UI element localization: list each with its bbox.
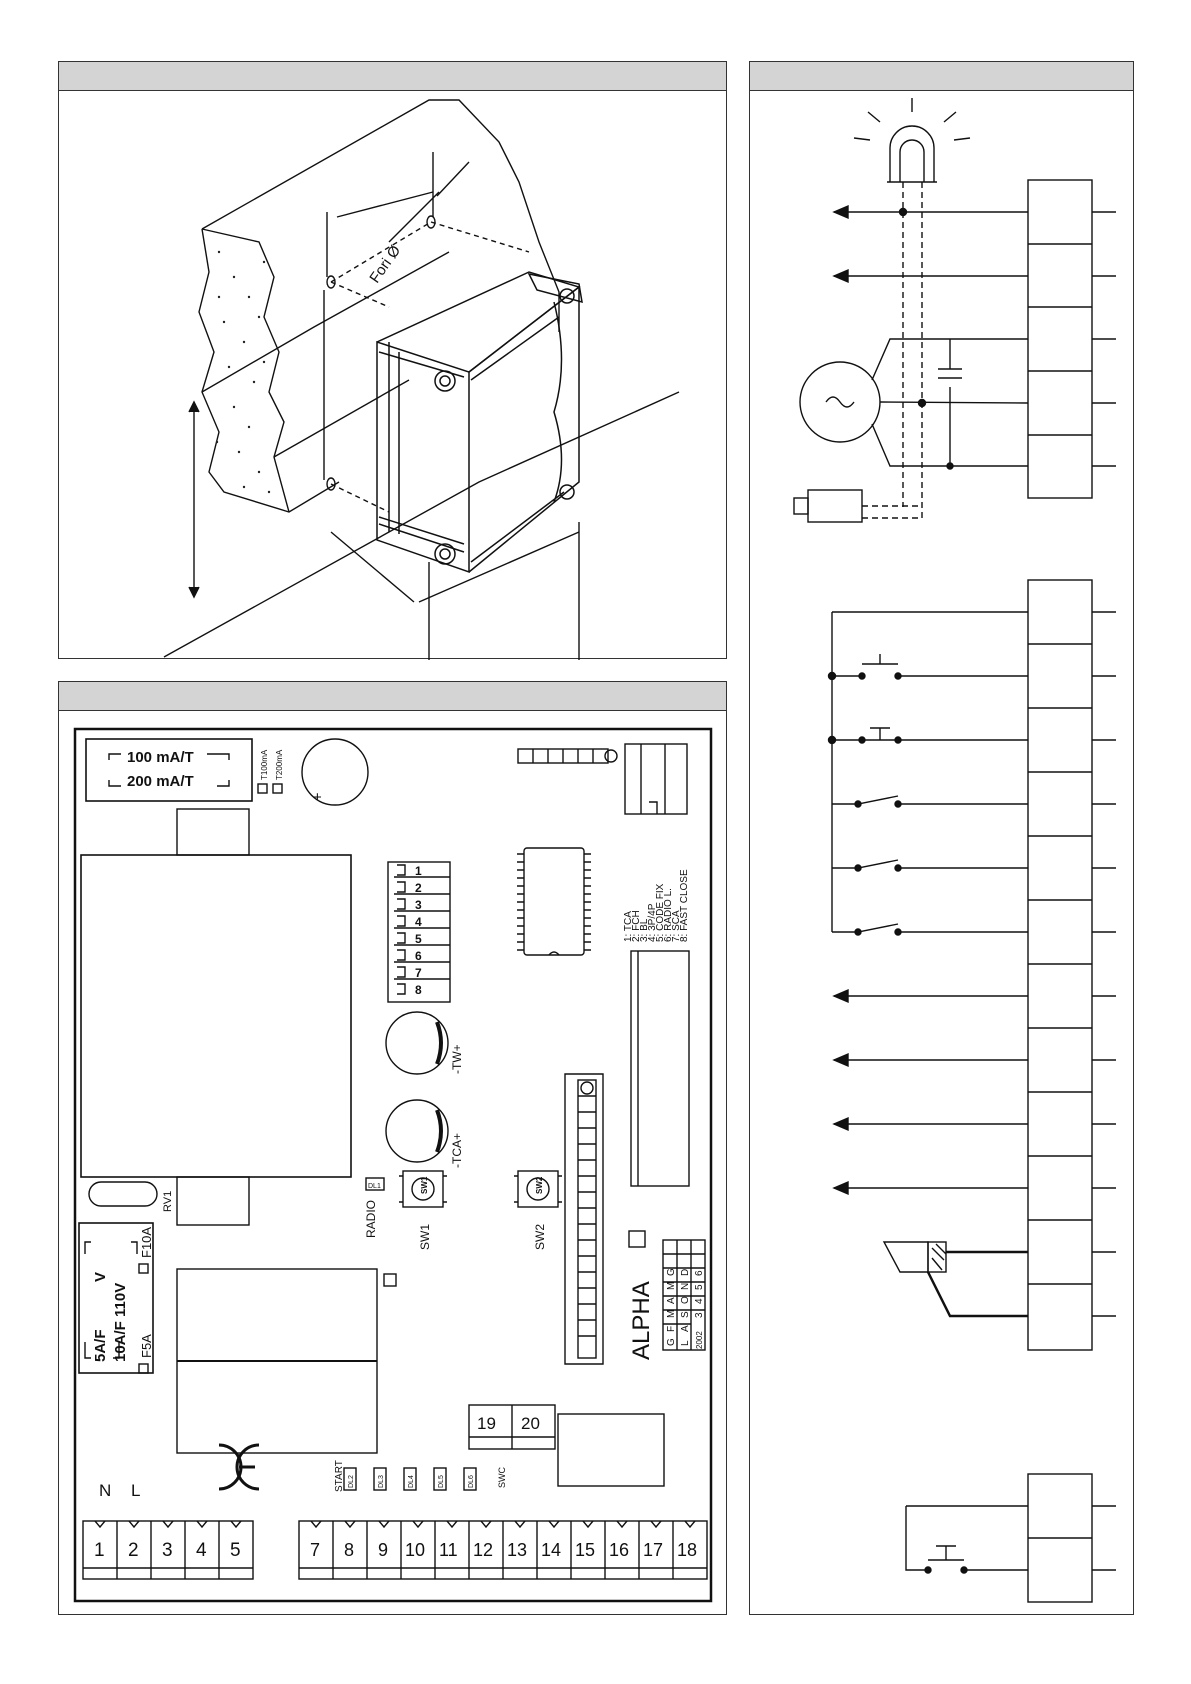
dip-number: 1 (415, 864, 422, 878)
drill-label: Fori Ø (366, 242, 405, 287)
led-label: DL6 (468, 1475, 475, 1488)
screw-top-left (435, 371, 455, 391)
opt-t200-label: T200mA (275, 749, 284, 780)
fuse-main-line2: 10A/F 110V (112, 1282, 129, 1362)
ce-mark-icon (219, 1445, 259, 1489)
dip-number: 7 (415, 966, 422, 980)
screw-bottom-left (435, 544, 455, 564)
jumper-square (629, 1231, 645, 1247)
svg-text:5: 5 (694, 1284, 705, 1290)
fuse-small-line2: 200 mA/T (127, 773, 194, 790)
fuse-main-line1: 5A/F (92, 1329, 109, 1362)
lamp-wiring (834, 182, 1028, 522)
svg-text:N: N (680, 1282, 691, 1290)
terminal-number: 16 (609, 1540, 630, 1560)
swc-label: SWC (497, 1467, 507, 1488)
dip-function: 4: 3P/4P (647, 903, 658, 942)
svg-text:4: 4 (694, 1298, 705, 1304)
board-drawing (59, 682, 728, 1616)
capacitor-large (302, 739, 368, 805)
terminal-number: 10 (405, 1540, 426, 1560)
terminal-number: 8 (344, 1540, 355, 1560)
trimmer-tw (386, 1012, 448, 1074)
brand-label: ALPHA (628, 1281, 655, 1360)
terminal-number: 4 (196, 1540, 207, 1561)
trimmer-tca-label: -TCA+ (450, 1132, 464, 1168)
terminal-column-middle (1028, 580, 1116, 1350)
opt-t200-box (273, 784, 282, 793)
line-label: L (131, 1481, 141, 1500)
svg-text:3: 3 (694, 1312, 705, 1318)
dip-number: 8 (415, 983, 422, 997)
board-panel (58, 681, 727, 1615)
terminal-number: 1 (94, 1540, 105, 1561)
small-component (384, 1274, 396, 1286)
terminal-number: 3 (162, 1540, 173, 1561)
terminal-number: 2 (128, 1540, 139, 1561)
led-label: DL3 (378, 1475, 385, 1488)
terminal-number: 17 (643, 1540, 664, 1560)
dl1-label: DL1 (368, 1183, 381, 1190)
trimmer-tw-label: -TW+ (450, 1044, 464, 1074)
top-connector (518, 744, 687, 814)
transformer-bottom-tab (177, 1177, 249, 1225)
svg-text:+: + (313, 789, 322, 806)
led-label: DL2 (348, 1475, 355, 1488)
input-wiring (829, 612, 1029, 1194)
board-outline (75, 729, 711, 1601)
svg-text:L: L (680, 1340, 691, 1346)
terminal-number: 14 (541, 1540, 562, 1560)
led-labels (348, 1475, 475, 1488)
wiring-drawing (750, 62, 1135, 1616)
terminal-number: 13 (507, 1540, 528, 1560)
led-label: DL5 (438, 1475, 445, 1488)
wiring-panel (749, 61, 1134, 1615)
terminal-number: 12 (473, 1540, 494, 1560)
led-label: DL4 (408, 1475, 415, 1488)
dip-function: 8: FAST CLOSE (679, 869, 690, 942)
svg-text:M: M (666, 1281, 677, 1290)
terminal-number: 9 (378, 1540, 389, 1560)
dip-function: 1: TCA (623, 911, 634, 942)
installation-panel (58, 61, 727, 659)
chip-pins (517, 854, 591, 955)
sw1-label: SW1 (418, 1223, 432, 1250)
wall (164, 100, 679, 657)
flashing-lamp-icon (854, 98, 970, 182)
svg-text:A: A (666, 1297, 677, 1304)
dip-number: 6 (415, 949, 422, 963)
svg-text:F: F (666, 1325, 677, 1332)
terminal-aux: 19 (477, 1414, 496, 1433)
svg-text:G: G (666, 1338, 677, 1346)
aux-relay (558, 1414, 664, 1486)
motor-icon (800, 339, 1028, 469)
wall-texture (216, 251, 270, 493)
stop-button-wiring (906, 1506, 1028, 1573)
opt-t100-box (258, 784, 267, 793)
fuse-small-line1: 100 mA/T (127, 749, 194, 766)
dip-function: 7: SCA (671, 910, 682, 942)
opt-f10a-label: F10A (139, 1226, 154, 1258)
terminal-column-bottom (1028, 1474, 1116, 1602)
svg-text:A: A (680, 1325, 691, 1332)
dip-functions (623, 869, 690, 942)
version-table-cells (666, 1268, 705, 1349)
svg-text:G: G (666, 1268, 677, 1276)
dimension-lines (189, 152, 579, 660)
radio-label: RADIO (364, 1199, 378, 1238)
svg-text:M: M (666, 1309, 677, 1318)
transformer (81, 855, 351, 1177)
terminal-column-top (1028, 180, 1116, 498)
terminal-number: 15 (575, 1540, 596, 1560)
start-label: START (334, 1460, 345, 1492)
opt-t100-label: T100mA (260, 749, 269, 780)
antenna-cable-icon (884, 1242, 1028, 1316)
radio-module-slot (631, 951, 689, 1186)
dip-number: 5 (415, 932, 422, 946)
svg-text:2002: 2002 (695, 1331, 704, 1349)
fuse-main-v: V (92, 1271, 109, 1282)
terminal-number: 7 (310, 1540, 321, 1560)
varistor-rv1 (89, 1182, 157, 1206)
dip-number: 3 (415, 898, 422, 912)
transformer-top-tab (177, 809, 249, 855)
terminal-number: 5 (230, 1540, 241, 1561)
dip-function: 3: BL (639, 918, 650, 942)
microcontroller-chip (524, 848, 584, 955)
dip-function: 2: FCH (631, 910, 642, 942)
dip-function: 6: RADIO L. (663, 888, 674, 942)
dip-number: 2 (415, 881, 422, 895)
dip-number: 4 (415, 915, 422, 929)
opt-f5a-box (139, 1364, 148, 1373)
terminal-number: 11 (439, 1540, 458, 1560)
svg-text:S: S (680, 1311, 691, 1318)
dip-numbers (415, 864, 422, 997)
neutral-label: N (99, 1481, 112, 1500)
terminal-aux: 20 (521, 1414, 540, 1433)
rv1-label: RV1 (162, 1190, 174, 1212)
svg-text:D: D (680, 1268, 691, 1276)
sw1-knob-label: SW1 (420, 1176, 429, 1194)
dip-function: 5: CODE FIX (655, 883, 666, 942)
sw2-label: SW2 (533, 1223, 547, 1250)
opt-f5a-label: F5A (139, 1334, 154, 1358)
sw2-knob-label: SW2 (535, 1176, 544, 1194)
installation-drawing (59, 62, 728, 660)
radio-connector-strip (565, 1074, 603, 1364)
dip-positions (394, 865, 450, 994)
trimmer-tca (386, 1100, 448, 1162)
svg-text:O: O (680, 1296, 691, 1304)
enclosure (377, 272, 582, 572)
opt-f10a-box (139, 1264, 148, 1273)
svg-text:6: 6 (694, 1270, 705, 1276)
terminal-number: 18 (677, 1540, 698, 1560)
